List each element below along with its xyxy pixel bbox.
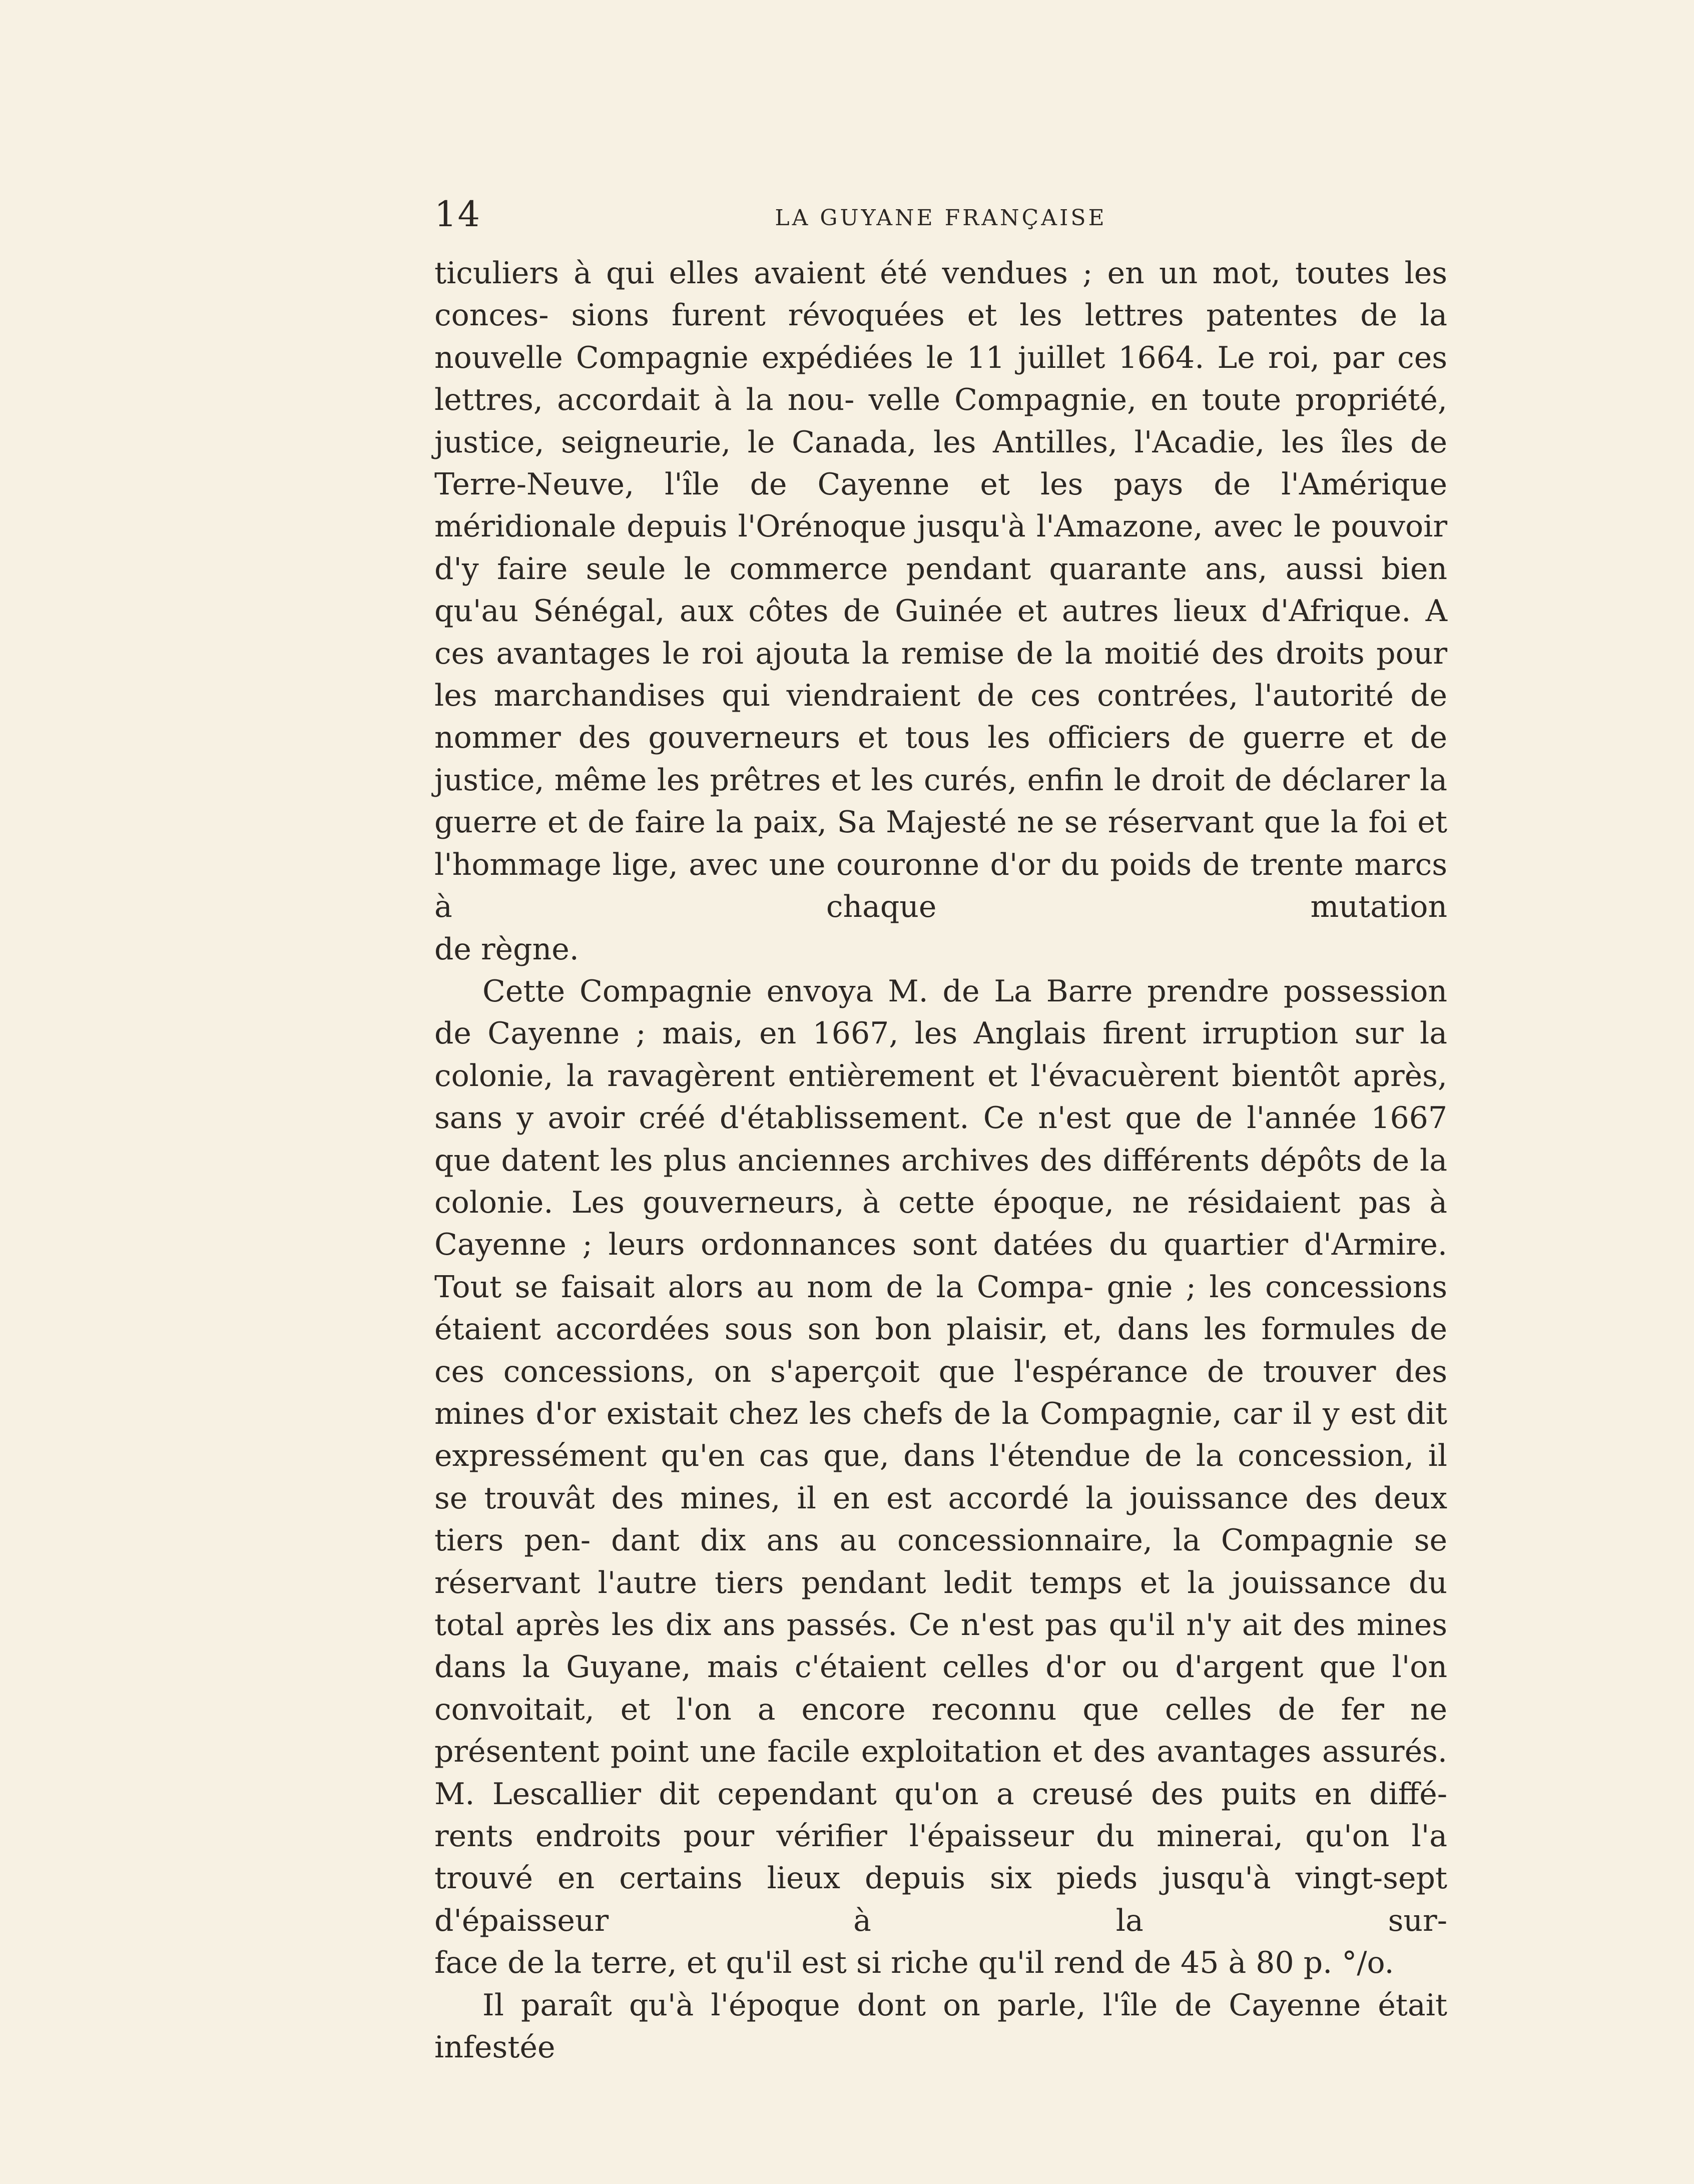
- text-line: certains lieux depuis six pieds jusqu'à vingt-sept d'épaisseur à la sur-: [434, 1861, 1447, 1938]
- text-line: assurés. M. Lescallier dit cependant qu'on a creusé des puits en diffé-: [434, 1734, 1447, 1812]
- text-line: créé d'établissement. Ce n'est que de l'année 1667 que datent les plus: [434, 1101, 1448, 1178]
- text-line: se trouvât des mines, il en est accordé la jouissance des deux tiers pen-: [434, 1480, 1447, 1558]
- text-line: la ravagèrent entièrement et l'évacuèrent bientôt après, sans y avoir: [434, 1058, 1447, 1136]
- text-line: à cette époque, ne résidaient pas à Cayenne ; leurs ordonnances sont: [434, 1185, 1447, 1263]
- text-line: Antilles, l'Acadie, les îles de Terre-Neuve, l'île de Cayenne et les pays: [434, 424, 1447, 502]
- text-line: velle Compagnie, en toute propriété, justice, seigneurie, le Canada, les: [434, 382, 1447, 460]
- paragraph-3: [434, 1984, 1447, 2069]
- paragraph-2: [434, 970, 1447, 1942]
- text-line: pendant ledit temps et la jouissance du total après les dix ans passés.: [434, 1565, 1447, 1643]
- page-number: 14: [434, 194, 481, 235]
- text-line: prêtres et les curés, enfin le droit de déclarer la guerre et de faire: [434, 762, 1448, 840]
- text-line: trouver des mines d'or existait chez les chefs de la Compagnie, car il y: [434, 1354, 1447, 1431]
- text-line: la paix, Sa Majesté ne se réservant que la foi et l'hommage lige,: [434, 805, 1448, 882]
- text-line: ticuliers à qui elles avaient été vendues ; en un mot, toutes les conces-: [434, 256, 1447, 333]
- paragraph-1: [434, 252, 1447, 928]
- text-line: de l'Amérique méridionale depuis l'Orénoque jusqu'à l'Amazone, avec: [434, 467, 1447, 544]
- text-line: rents endroits pour vérifier l'épaisseur du minerai, qu'on l'a trouvé en: [434, 1819, 1447, 1896]
- text-line: sions furent révoquées et les lettres patentes de la nouvelle Compagnie: [434, 298, 1448, 375]
- running-title: LA GUYANE FRANÇAISE: [775, 205, 1107, 231]
- text-line: anciennes archives des différents dépôts de la colonie. Les gouverneurs,: [434, 1143, 1448, 1220]
- body-text: [434, 252, 1447, 2068]
- text-line: bien qu'au Sénégal, aux côtes de Guinée et autres lieux d'Afrique.: [434, 551, 1447, 629]
- text-line: marchandises qui viendraient de ces contrées, l'autorité de nommer des: [434, 678, 1447, 756]
- text-line: les formules de ces concessions, on s'aperçoit que l'espérance de: [434, 1312, 1447, 1389]
- text-line: le pouvoir d'y faire seule le commerce pendant quarante ans, aussi: [434, 509, 1448, 587]
- page-header: [434, 194, 1447, 249]
- text-line: celles d'or ou d'argent que l'on convoitait, et l'on a encore reconnu que: [434, 1650, 1447, 1727]
- text-line: gouverneurs et tous les officiers de guerre et de justice, même les: [434, 720, 1447, 798]
- text-line: celles de fer ne présentent point une facile exploitation et des avantages: [434, 1692, 1448, 1770]
- paragraph-2-end: [434, 1942, 1447, 1984]
- text-line: Il paraît qu'à l'époque dont on parle, l'île de Cayenne était infestée: [434, 1987, 1447, 2065]
- text-line: de règne.: [434, 931, 579, 967]
- text-line: avec une couronne d'or du poids de trente marcs à chaque mutation: [434, 847, 1447, 925]
- text-line: est dit expressément qu'en cas que, dans l'étendue de la concession, il: [434, 1396, 1447, 1474]
- paragraph-1-end: [434, 928, 1447, 970]
- text-line: Ce n'est pas qu'il n'y ait des mines dans la Guyane, mais c'étaient: [434, 1607, 1448, 1685]
- text-line: A ces avantages le roi ajouta la remise de la moitié des droits pour les: [434, 594, 1447, 714]
- text-line: gnie ; les concessions étaient accordées sous son bon plaisir, et, dans: [434, 1269, 1447, 1347]
- text-line: face de la terre, et qu'il est si riche qu'il rend de 45 à 80 p. °/o.: [434, 1945, 1394, 1981]
- text-line: datées du quartier d'Armire. Tout se faisait alors au nom de la Compa-: [434, 1227, 1447, 1305]
- text-line: expédiées le 11 juillet 1664. Le roi, par ces lettres, accordait à la nou-: [434, 340, 1447, 418]
- text-line: Cayenne ; mais, en 1667, les Anglais firent irruption sur la colonie,: [434, 1016, 1447, 1094]
- text-line: dant dix ans au concessionnaire, la Compagnie se réservant l'autre tiers: [434, 1523, 1448, 1600]
- text-line: Cette Compagnie envoya M. de La Barre prendre possession de: [434, 973, 1447, 1051]
